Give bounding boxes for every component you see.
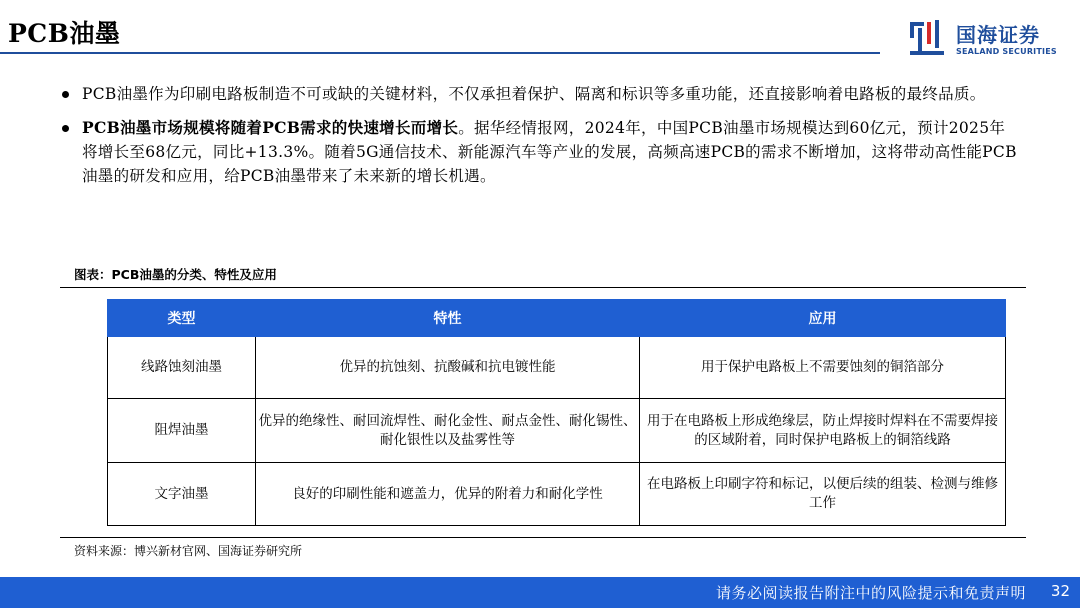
table-header-cell: 类型 <box>108 300 256 337</box>
table-header-cell: 应用 <box>640 300 1006 337</box>
table-cell: 优异的绝缘性、耐回流焊性、耐化金性、耐点金性、耐化锡性、耐化银性以及盐雾性等 <box>256 399 640 463</box>
table-cell: 阻焊油墨 <box>108 399 256 463</box>
bullet-dot-icon <box>62 91 69 98</box>
bullet-item <box>60 82 1020 106</box>
figure-caption: 图表：PCB油墨的分类、特性及应用 <box>74 267 277 282</box>
disclaimer-link[interactable]: 请务必阅读报告附注中的风险提示和免责声明 <box>715 584 1026 602</box>
table-row <box>108 337 1006 399</box>
figure-divider <box>60 287 1026 288</box>
table-row <box>108 399 1006 463</box>
logo-text-en: SEALAND SECURITIES <box>956 47 1057 56</box>
table-header-row <box>108 300 1006 337</box>
ink-classification-table <box>107 299 1006 526</box>
table-cell: 用于保护电路板上不需要蚀刻的铜箔部分 <box>640 337 1006 399</box>
table-header-cell: 特性 <box>256 300 640 337</box>
sealand-logo-icon <box>908 18 946 58</box>
company-logo <box>908 18 1068 62</box>
table-row <box>108 463 1006 526</box>
title-divider <box>0 52 880 54</box>
table-cell: 文字油墨 <box>108 463 256 526</box>
source-divider <box>60 537 1026 538</box>
source-note: 资料来源：博兴新材官网、国海证券研究所 <box>74 544 303 558</box>
bullet-item <box>60 116 1020 188</box>
bullet-dot-icon <box>62 125 69 132</box>
table-cell: 在电路板上印刷字符和标记，以便后续的组装、检测与维修工作 <box>640 463 1006 526</box>
table-cell: 用于在电路板上形成绝缘层，防止焊接时焊料在不需要焊接的区域附着，同时保护电路板上的铜箔线路 <box>640 399 1006 463</box>
bullet-lead: PCB油墨市场规模将随着PCB需求的快速增长而增长 <box>82 118 459 137</box>
table-cell: 良好的印刷性能和遮盖力，优异的附着力和耐化学性 <box>256 463 640 526</box>
page-number: 32 <box>1050 582 1070 600</box>
bullet-text: 。据华经情报网，2024年，中国PCB油墨市场规模达到60亿元，预计2025年将增长至68亿元，同比+13.3%。随着5G通信技术、新能源汽车等产业的发展，高频高速PCB的需求不断增加，这将带动高性能PCB油墨的研发和应用，给PCB油墨带来了未来新的增长机遇。 <box>82 119 1017 185</box>
table-cell: 线路蚀刻油墨 <box>108 337 256 399</box>
footer-bar <box>0 577 1080 608</box>
table-cell: 优异的抗蚀刻、抗酸碱和抗电镀性能 <box>256 337 640 399</box>
logo-text-cn: 国海证券 <box>956 23 1040 47</box>
page-title: PCB油墨 <box>8 19 121 48</box>
bullet-text: PCB油墨作为印刷电路板制造不可或缺的关键材料，不仅承担着保护、隔离和标识等多重功能，还直接影响着电路板的最终品质。 <box>82 85 986 103</box>
bullet-list <box>60 82 1020 198</box>
